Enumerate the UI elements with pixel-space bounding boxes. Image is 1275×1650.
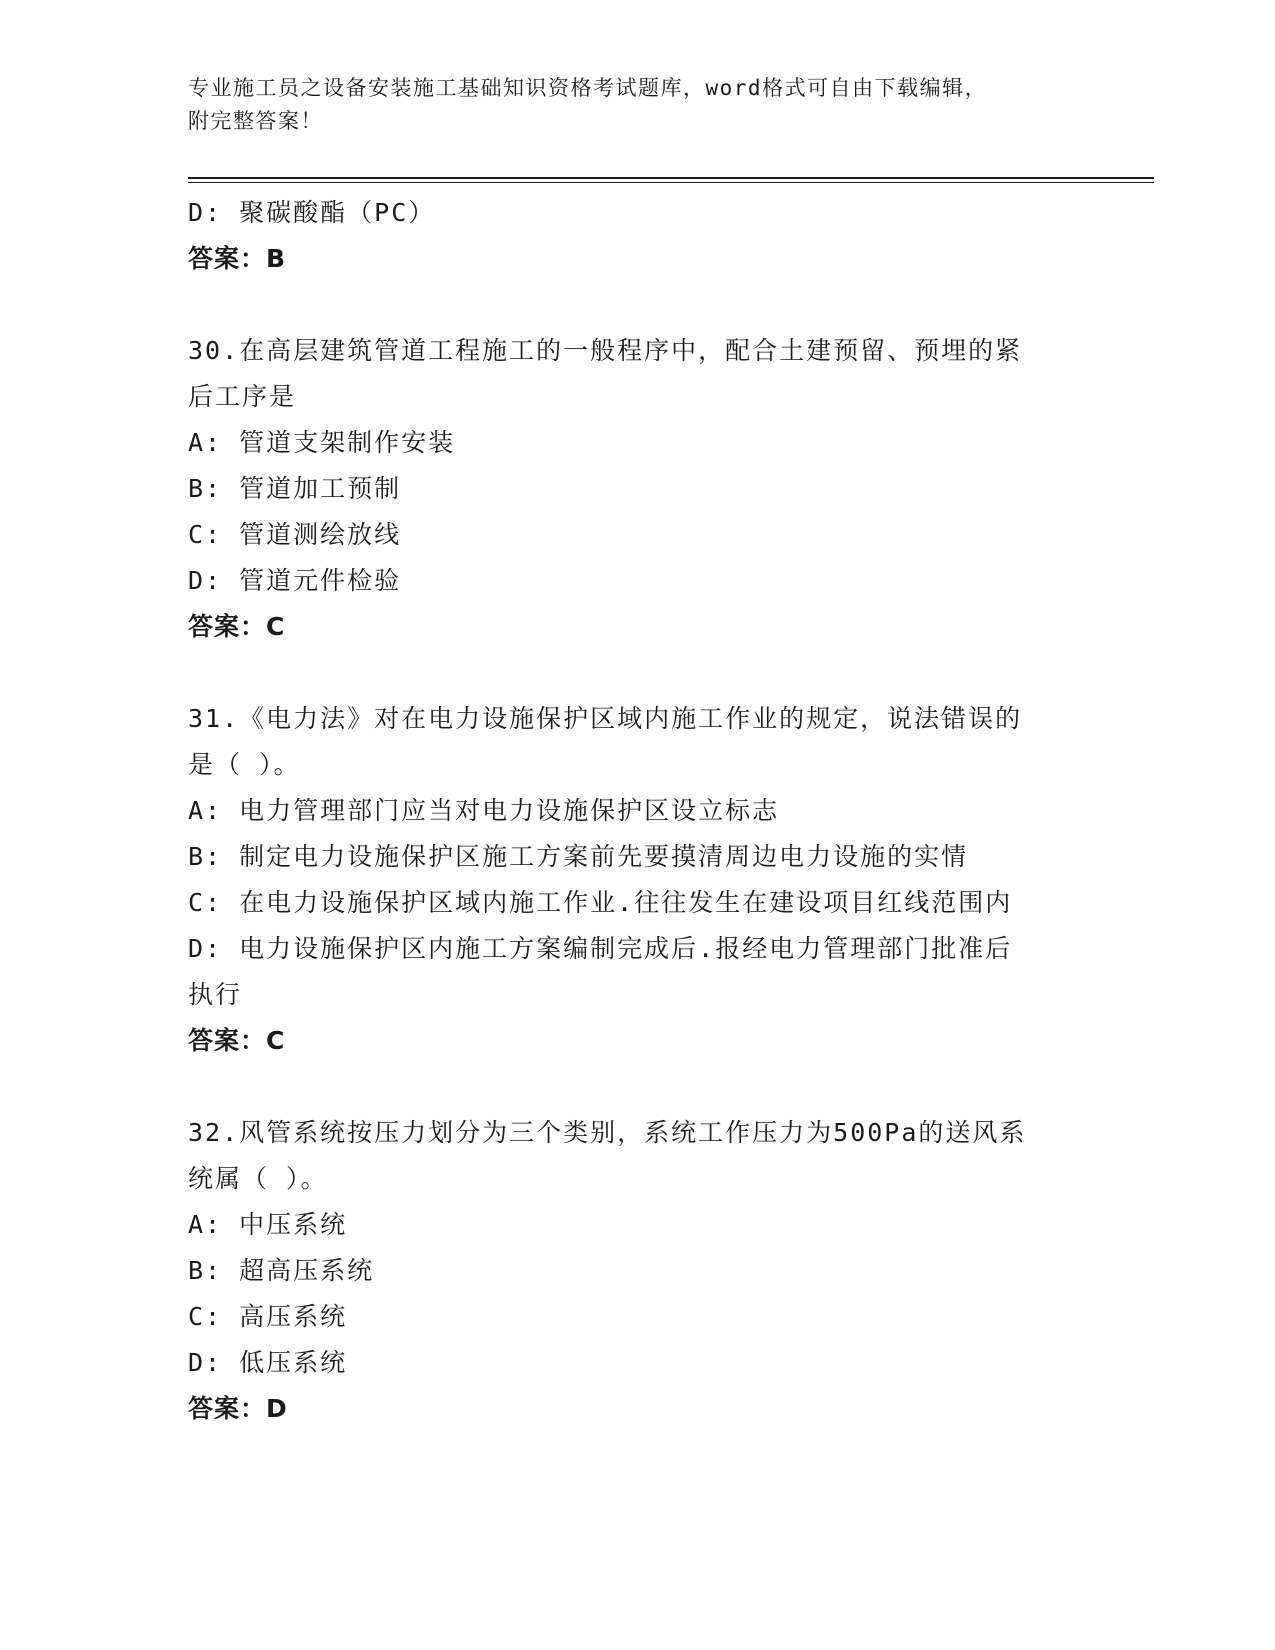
answer: 答案：D <box>188 1394 288 1423</box>
option-d: D: 管道元件检验 <box>188 566 402 595</box>
option-a: A: 管道支架制作安装 <box>188 428 456 457</box>
option-b: B: 制定电力设施保护区施工方案前先要摸清周边电力设施的实情 <box>188 842 969 871</box>
prev-answer: 答案：B <box>188 244 287 273</box>
question-31 <box>188 696 1088 1064</box>
question-stem-line-2: 后工序是 <box>188 382 297 411</box>
header-divider-thick <box>188 177 1154 179</box>
option-b: B: 管道加工预制 <box>188 474 402 503</box>
header-line-1: 专业施工员之设备安装施工基础知识资格考试题库，word格式可自由下载编辑， <box>188 76 988 100</box>
question-30 <box>188 328 1088 650</box>
question-stem-line-1: 30.在高层建筑管道工程施工的一般程序中，配合土建预留、预埋的紧 <box>188 336 1023 365</box>
question-stem-line-1: 32.风管系统按压力划分为三个类别，系统工作压力为500Pa的送风系 <box>188 1118 1027 1147</box>
header-line-2: 附完整答案！ <box>188 109 323 133</box>
question-content <box>188 190 1088 1432</box>
option-d: D: 电力设施保护区内施工方案编制完成后.报经电力管理部门批准后 <box>188 934 1013 963</box>
option-d: D: 低压系统 <box>188 1348 348 1377</box>
spacer <box>188 282 1088 328</box>
document-header <box>188 72 1088 138</box>
question-stem-line-2: 是（ ）。 <box>188 750 301 779</box>
question-stem-line-2: 统属（ ）。 <box>188 1164 328 1193</box>
spacer <box>188 650 1088 696</box>
answer: 答案：C <box>188 1026 286 1055</box>
spacer <box>188 1064 1088 1110</box>
header-divider-thin <box>188 182 1154 183</box>
answer: 答案：C <box>188 612 286 641</box>
option-c: C: 在电力设施保护区域内施工作业.往往发生在建设项目红线范围内 <box>188 888 1013 917</box>
question-32 <box>188 1110 1088 1432</box>
prev-option-d: D: 聚碳酸酯（PC） <box>188 198 436 227</box>
option-a: A: 中压系统 <box>188 1210 348 1239</box>
option-a: A: 电力管理部门应当对电力设施保护区设立标志 <box>188 796 780 825</box>
option-d-continuation: 执行 <box>188 980 243 1009</box>
option-b: B: 超高压系统 <box>188 1256 375 1285</box>
option-c: C: 高压系统 <box>188 1302 348 1331</box>
option-c: C: 管道测绘放线 <box>188 520 402 549</box>
question-stem-line-1: 31.《电力法》对在电力设施保护区域内施工作业的规定，说法错误的 <box>188 704 1023 733</box>
